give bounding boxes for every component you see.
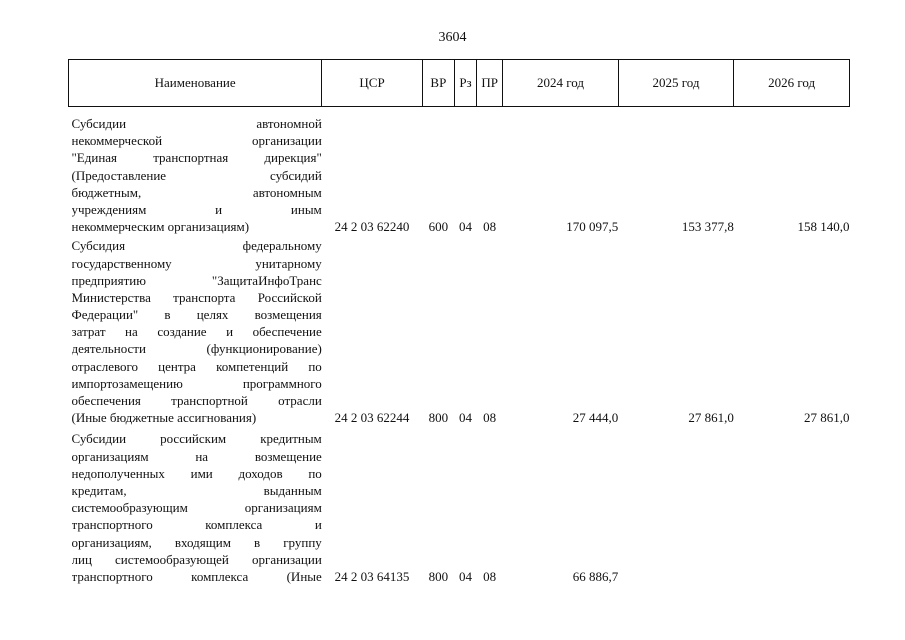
row-rz: 04	[459, 410, 472, 426]
row-name	[69, 107, 322, 238]
header-2025: 2025 год	[618, 60, 734, 107]
row-vr: 800	[428, 568, 449, 584]
name-line: некоммерческим организациям)	[71, 219, 250, 235]
row-name	[69, 237, 322, 430]
row-2026: 158 140,0	[797, 219, 850, 235]
name-line: организациям на возмещение	[71, 448, 322, 464]
row-vr: 600	[428, 219, 449, 235]
name-line: Федерации" в целях возмещения	[71, 307, 322, 323]
table-body	[69, 107, 850, 590]
header-csr: ЦСР	[322, 60, 423, 107]
row-2026: 27 861,0	[804, 410, 850, 426]
row-2025	[618, 430, 734, 589]
name-line: отраслевого центра компетенций по	[71, 358, 322, 374]
row-rz: 04	[459, 219, 472, 235]
name-line: "Единая транспортная дирекция"	[71, 150, 322, 166]
name-line: Субсидии российским кредитным	[71, 431, 322, 447]
row-2024: 66 886,7	[572, 568, 619, 584]
budget-table	[68, 59, 850, 589]
table-row	[69, 107, 850, 238]
header-vr: ВР	[422, 60, 454, 107]
header-rz: Рз	[454, 60, 476, 107]
name-line: транспортного комплекса (Иные	[71, 568, 322, 584]
row-2024: 170 097,5	[566, 219, 619, 235]
name-line: организациям, входящим в группу	[71, 534, 322, 550]
name-line: бюджетным, автономным	[71, 184, 322, 200]
table-row	[69, 430, 850, 589]
name-line: затрат на создание и обеспечение	[71, 324, 322, 340]
name-line: предприятию "ЗащитаИнфоТранс	[71, 272, 322, 288]
row-2025: 153 377,8	[681, 219, 734, 235]
name-line: транспортного комплекса и	[71, 517, 322, 533]
row-csr: 24 2 03 62240	[334, 219, 410, 235]
row-2026	[734, 430, 850, 589]
table-header	[69, 60, 850, 107]
name-line: кредитам, выданным	[71, 482, 322, 498]
name-line: Субсидия федеральному	[71, 238, 322, 254]
header-name: Наименование	[69, 60, 322, 107]
header-pr: ПР	[477, 60, 503, 107]
name-line: (Иные бюджетные ассигнования)	[71, 410, 257, 426]
name-line: (Предоставление субсидий	[71, 167, 322, 183]
name-line: недополученных ими доходов по	[71, 465, 322, 481]
name-line: государственному унитарному	[71, 255, 322, 271]
row-pr: 08	[483, 219, 497, 235]
header-2024: 2024 год	[503, 60, 619, 107]
header-2026: 2026 год	[734, 60, 850, 107]
row-name	[69, 430, 322, 589]
name-line: Субсидии автономной	[71, 116, 322, 131]
row-pr: 08	[483, 568, 497, 584]
name-line: системообразующим организациям	[71, 500, 322, 516]
row-vr: 800	[428, 410, 449, 426]
name-line: обеспечения транспортной отрасли	[71, 393, 322, 408]
name-line: Министерства транспорта Российской	[71, 289, 322, 305]
row-2024: 27 444,0	[572, 410, 619, 426]
name-line: некоммерческой организации	[71, 133, 322, 149]
name-line: импортозамещению программного	[71, 375, 322, 391]
row-2025: 27 861,0	[688, 410, 734, 426]
row-csr: 24 2 03 64135	[334, 568, 410, 584]
page-number: 3604	[438, 30, 467, 45]
row-csr: 24 2 03 62244	[334, 410, 410, 426]
row-pr: 08	[483, 410, 497, 426]
name-line: лиц системообразующей организации	[71, 551, 322, 567]
table-row	[69, 237, 850, 430]
name-line: деятельности (функционирование)	[71, 341, 322, 357]
row-rz: 04	[459, 568, 472, 584]
name-line: учреждениям и иным	[71, 201, 322, 217]
